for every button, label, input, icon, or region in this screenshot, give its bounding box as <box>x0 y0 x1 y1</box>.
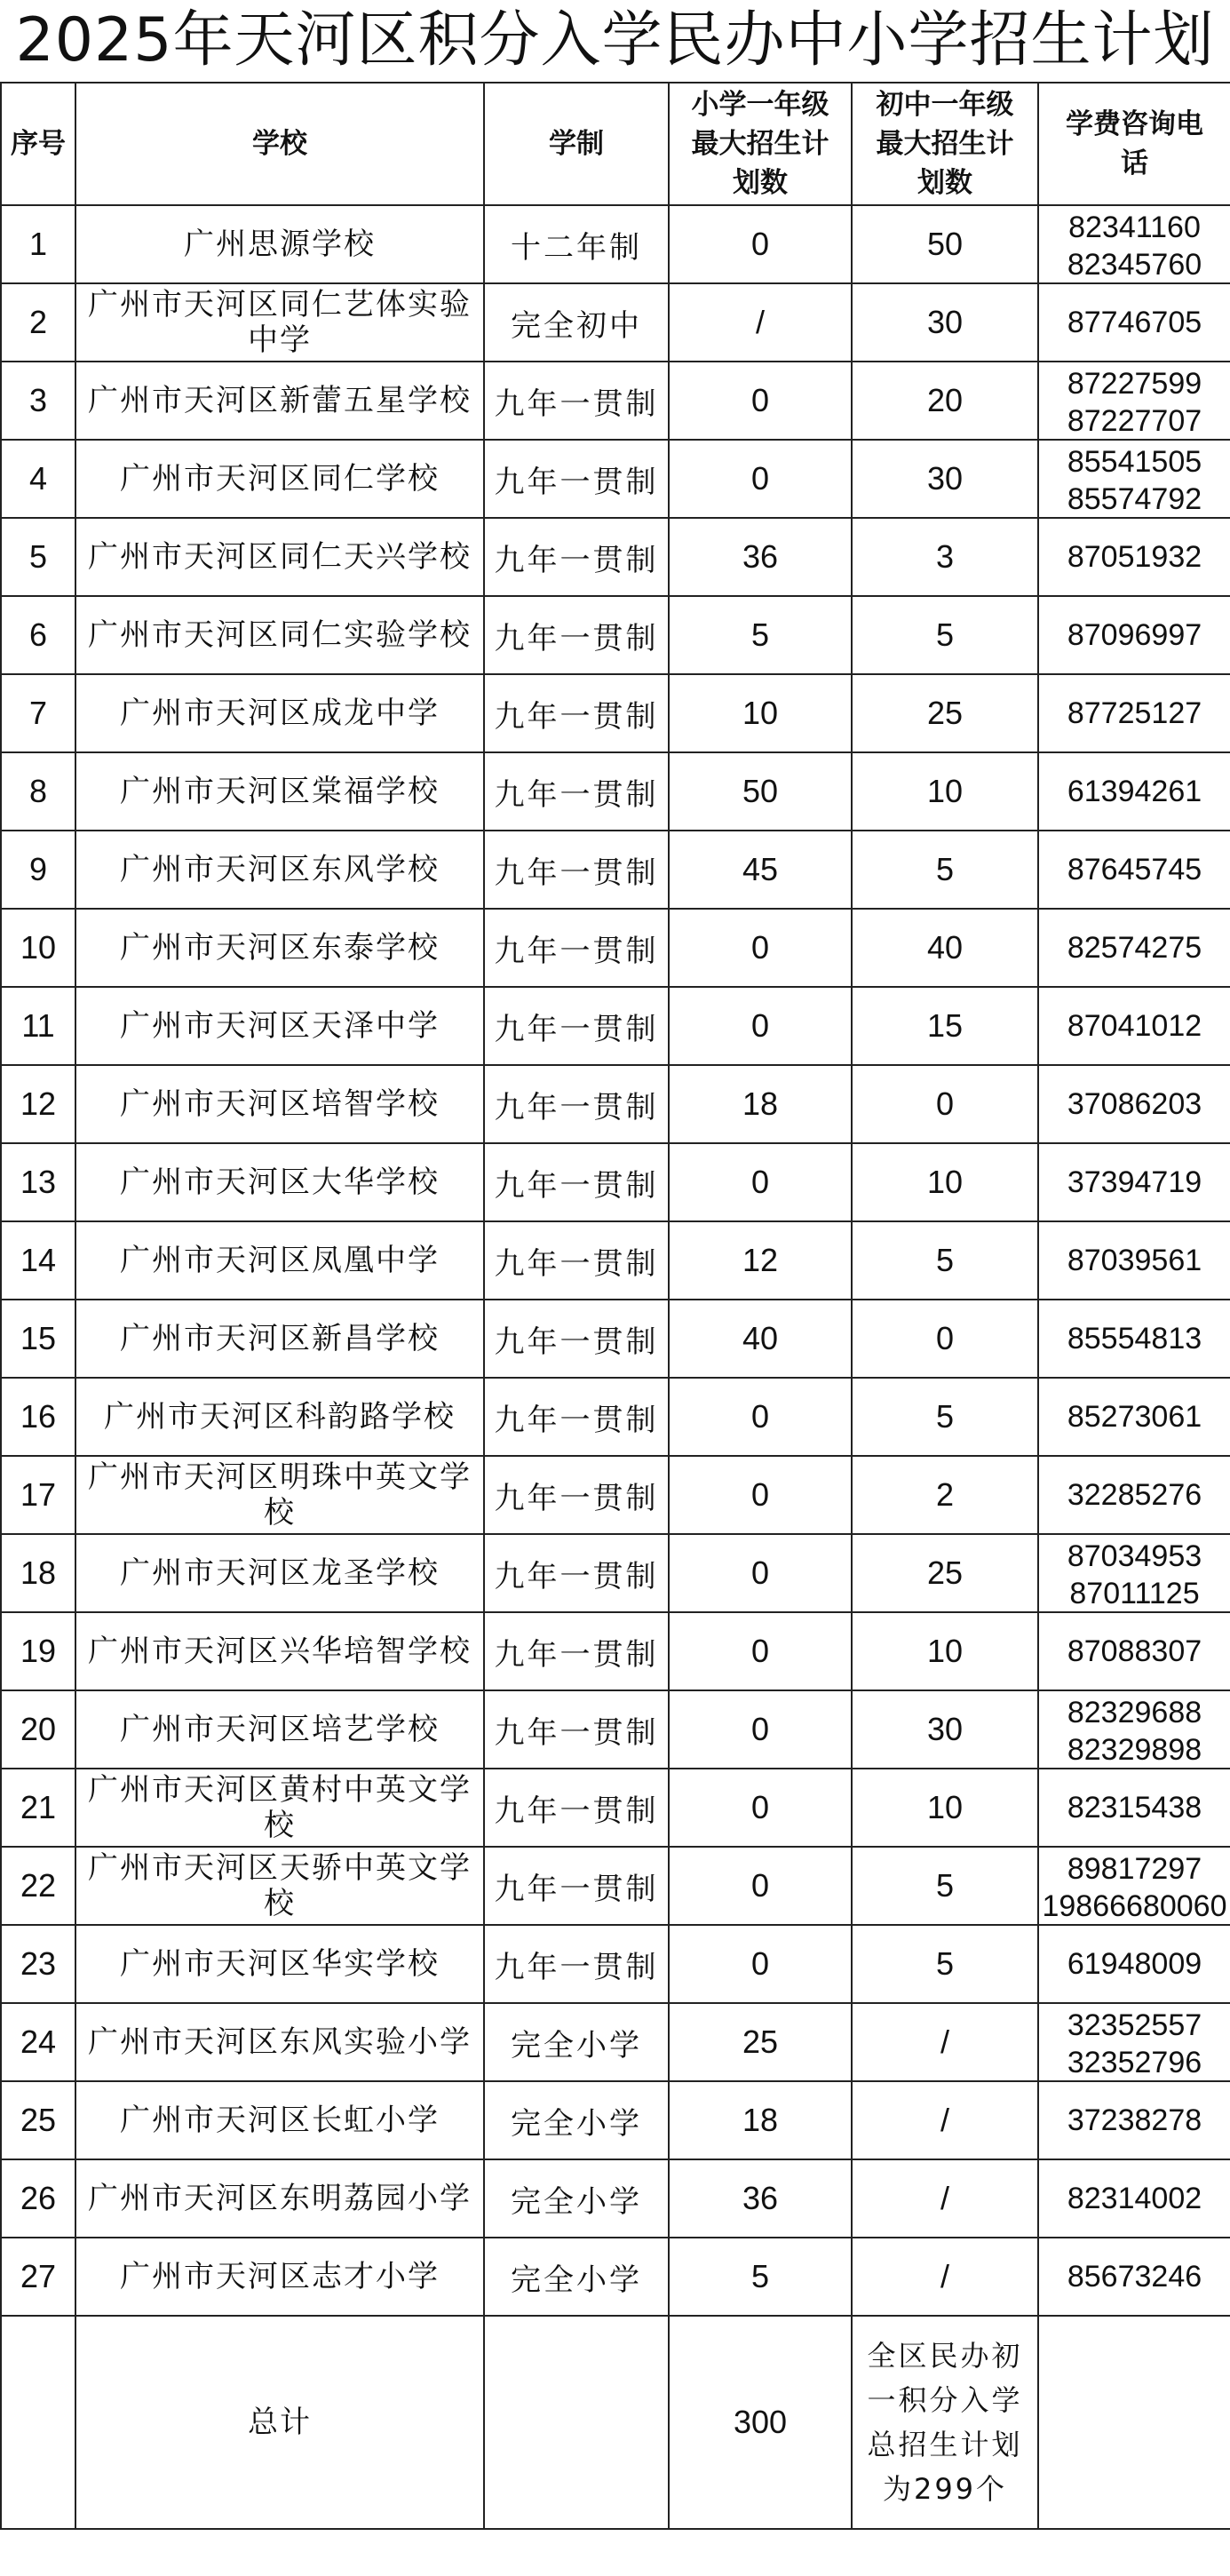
phone-cell <box>1038 831 1230 909</box>
total-row <box>1 2316 1230 2529</box>
primary-quota-cell: 45 <box>669 831 852 909</box>
phone-number: 82315438 <box>1067 1791 1202 1825</box>
seq-cell: 20 <box>1 1690 75 1769</box>
school-cell: 广州市天河区科韵路学校 <box>75 1378 484 1456</box>
primary-quota-cell: 0 <box>669 440 852 518</box>
school-cell: 广州市天河区同仁艺体实验中学 <box>75 283 484 362</box>
school-cell: 广州市天河区成龙中学 <box>75 674 484 752</box>
phone-number: 82314002 <box>1067 2182 1202 2215</box>
phone-number: 61394261 <box>1067 775 1202 808</box>
seq-cell: 4 <box>1 440 75 518</box>
junior-quota-cell: 5 <box>852 1378 1038 1456</box>
junior-quota-cell: 30 <box>852 440 1038 518</box>
phone-number: 82574275 <box>1067 931 1202 965</box>
seq-cell: 6 <box>1 596 75 674</box>
seq-cell: 8 <box>1 752 75 831</box>
system-cell: 九年一贯制 <box>484 1534 669 1612</box>
system-cell: 九年一贯制 <box>484 1769 669 1847</box>
seq-cell: 15 <box>1 1300 75 1378</box>
school-cell: 广州市天河区新蕾五星学校 <box>75 362 484 440</box>
school-cell: 广州市天河区东明荔园小学 <box>75 2159 484 2238</box>
table-row <box>1 205 1230 283</box>
phone-cell <box>1038 1456 1230 1534</box>
system-cell: 九年一贯制 <box>484 1925 669 2003</box>
page-title: 2025年天河区积分入学民办中小学招生计划 <box>15 5 1215 76</box>
phone-cell <box>1038 1534 1230 1612</box>
seq-cell: 27 <box>1 2238 75 2316</box>
phone-number: 87011125 <box>1069 1577 1200 1609</box>
system-cell: 九年一贯制 <box>484 1378 669 1456</box>
system-cell: 九年一贯制 <box>484 1456 669 1534</box>
phone-cell <box>1038 674 1230 752</box>
school-cell: 广州市天河区明珠中英文学校 <box>75 1456 484 1534</box>
school-cell: 广州市天河区黄村中英文学校 <box>75 1769 484 1847</box>
enrollment-table <box>0 82 1230 2530</box>
table-row <box>1 1690 1230 1769</box>
table-header-row <box>1 83 1230 205</box>
table-row <box>1 1065 1230 1143</box>
school-cell: 广州市天河区培艺学校 <box>75 1690 484 1769</box>
table-row <box>1 1769 1230 1847</box>
phone-number: 19866680060 <box>1042 1889 1227 1921</box>
phone-cell <box>1038 2159 1230 2238</box>
seq-cell: 14 <box>1 1221 75 1300</box>
primary-quota-cell: 18 <box>669 1065 852 1143</box>
system-cell: 九年一贯制 <box>484 518 669 596</box>
header-system: 学制 <box>484 83 669 205</box>
system-cell: 九年一贯制 <box>484 752 669 831</box>
phone-number: 89817297 <box>1067 1852 1202 1886</box>
junior-quota-cell: 3 <box>852 518 1038 596</box>
table-row <box>1 1378 1230 1456</box>
primary-quota-cell: 0 <box>669 987 852 1065</box>
school-cell: 广州市天河区志才小学 <box>75 2238 484 2316</box>
seq-cell: 3 <box>1 362 75 440</box>
school-cell: 广州市天河区天骄中英文学校 <box>75 1847 484 1925</box>
junior-quota-cell: / <box>852 2003 1038 2081</box>
phone-cell <box>1038 205 1230 283</box>
system-cell: 十二年制 <box>484 205 669 283</box>
primary-quota-cell: 0 <box>669 1769 852 1847</box>
phone-cell <box>1038 1769 1230 1847</box>
phone-cell <box>1038 752 1230 831</box>
school-cell: 广州市天河区同仁天兴学校 <box>75 518 484 596</box>
table-row <box>1 831 1230 909</box>
total-phone-cell <box>1038 2316 1230 2529</box>
table-row <box>1 1300 1230 1378</box>
phone-number: 85541505 <box>1067 445 1202 479</box>
table-row <box>1 2238 1230 2316</box>
primary-quota-cell: 50 <box>669 752 852 831</box>
primary-quota-cell: 0 <box>669 205 852 283</box>
phone-number: 87034953 <box>1067 1539 1202 1573</box>
phone-number: 32352557 <box>1067 2008 1202 2042</box>
phone-number: 32285276 <box>1067 1478 1202 1512</box>
school-cell: 广州市天河区华实学校 <box>75 1925 484 2003</box>
junior-quota-cell: 10 <box>852 752 1038 831</box>
phone-cell <box>1038 1378 1230 1456</box>
phone-cell <box>1038 909 1230 987</box>
school-cell: 广州市天河区东风学校 <box>75 831 484 909</box>
table-row <box>1 1612 1230 1690</box>
junior-quota-cell: 30 <box>852 1690 1038 1769</box>
phone-number: 87645745 <box>1067 853 1202 886</box>
phone-number: 37086203 <box>1067 1087 1202 1121</box>
system-cell: 九年一贯制 <box>484 1690 669 1769</box>
total-label: 总计 <box>75 2316 484 2529</box>
phone-cell <box>1038 1221 1230 1300</box>
school-cell: 广州市天河区凤凰中学 <box>75 1221 484 1300</box>
phone-number: 87041012 <box>1067 1009 1202 1043</box>
junior-quota-cell: / <box>852 2081 1038 2159</box>
phone-cell <box>1038 518 1230 596</box>
primary-quota-cell: 0 <box>669 1143 852 1221</box>
table-row <box>1 2159 1230 2238</box>
phone-cell <box>1038 1300 1230 1378</box>
seq-cell: 26 <box>1 2159 75 2238</box>
header-junior-quota: 初中一年级最大招生计划数 <box>852 83 1038 205</box>
primary-quota-cell: 0 <box>669 1456 852 1534</box>
school-cell: 广州市天河区培智学校 <box>75 1065 484 1143</box>
seq-cell: 21 <box>1 1769 75 1847</box>
phone-cell <box>1038 1690 1230 1769</box>
phone-cell <box>1038 2238 1230 2316</box>
primary-quota-cell: 0 <box>669 1847 852 1925</box>
system-cell: 九年一贯制 <box>484 596 669 674</box>
junior-quota-cell: 0 <box>852 1300 1038 1378</box>
junior-quota-cell: 20 <box>852 362 1038 440</box>
phone-number: 87051932 <box>1067 540 1202 574</box>
phone-number: 87746705 <box>1067 306 1202 339</box>
phone-number: 37238278 <box>1067 2103 1202 2137</box>
phone-cell <box>1038 1612 1230 1690</box>
school-cell: 广州市天河区同仁学校 <box>75 440 484 518</box>
junior-quota-cell: 40 <box>852 909 1038 987</box>
primary-quota-cell: 36 <box>669 518 852 596</box>
school-cell: 广州市天河区长虹小学 <box>75 2081 484 2159</box>
header-phone: 学费咨询电话 <box>1038 83 1230 205</box>
primary-quota-cell: 0 <box>669 1612 852 1690</box>
table-row <box>1 362 1230 440</box>
phone-cell <box>1038 2081 1230 2159</box>
system-cell: 完全初中 <box>484 283 669 362</box>
primary-quota-cell: 40 <box>669 1300 852 1378</box>
seq-cell: 7 <box>1 674 75 752</box>
primary-quota-cell: 25 <box>669 2003 852 2081</box>
table-row <box>1 283 1230 362</box>
phone-cell <box>1038 283 1230 362</box>
system-cell: 九年一贯制 <box>484 1065 669 1143</box>
system-cell: 九年一贯制 <box>484 987 669 1065</box>
primary-quota-cell: 5 <box>669 2238 852 2316</box>
phone-number: 82345760 <box>1067 248 1202 280</box>
system-cell: 完全小学 <box>484 2003 669 2081</box>
junior-quota-cell: 50 <box>852 205 1038 283</box>
phone-number: 87227599 <box>1067 367 1202 401</box>
junior-quota-cell: 5 <box>852 596 1038 674</box>
header-school: 学校 <box>75 83 484 205</box>
phone-cell <box>1038 362 1230 440</box>
phone-number: 85554813 <box>1067 1322 1202 1356</box>
phone-number: 32352796 <box>1067 2046 1202 2078</box>
primary-quota-cell: 10 <box>669 674 852 752</box>
seq-cell: 12 <box>1 1065 75 1143</box>
system-cell: 九年一贯制 <box>484 1221 669 1300</box>
phone-number: 87039561 <box>1067 1244 1202 1277</box>
system-cell: 九年一贯制 <box>484 1143 669 1221</box>
primary-quota-cell: 0 <box>669 1925 852 2003</box>
junior-quota-cell: 25 <box>852 674 1038 752</box>
phone-cell <box>1038 1925 1230 2003</box>
school-cell: 广州思源学校 <box>75 205 484 283</box>
school-cell: 广州市天河区棠福学校 <box>75 752 484 831</box>
seq-cell: 1 <box>1 205 75 283</box>
junior-quota-cell: 15 <box>852 987 1038 1065</box>
system-cell: 九年一贯制 <box>484 674 669 752</box>
table-row <box>1 1456 1230 1534</box>
system-cell: 九年一贯制 <box>484 1847 669 1925</box>
system-cell: 九年一贯制 <box>484 1612 669 1690</box>
table-row <box>1 2081 1230 2159</box>
system-cell: 九年一贯制 <box>484 1300 669 1378</box>
total-junior-note: 全区民办初一积分入学总招生计划为299个 <box>852 2316 1038 2529</box>
phone-number: 87096997 <box>1067 618 1202 652</box>
school-cell: 广州市天河区同仁实验学校 <box>75 596 484 674</box>
system-cell: 完全小学 <box>484 2159 669 2238</box>
table-row <box>1 987 1230 1065</box>
junior-quota-cell: 10 <box>852 1143 1038 1221</box>
phone-number: 87088307 <box>1067 1634 1202 1668</box>
junior-quota-cell: 5 <box>852 831 1038 909</box>
phone-cell <box>1038 1143 1230 1221</box>
table-row <box>1 752 1230 831</box>
system-cell: 完全小学 <box>484 2238 669 2316</box>
seq-cell: 2 <box>1 283 75 362</box>
seq-cell: 19 <box>1 1612 75 1690</box>
school-cell: 广州市天河区东风实验小学 <box>75 2003 484 2081</box>
school-cell: 广州市天河区天泽中学 <box>75 987 484 1065</box>
seq-cell: 24 <box>1 2003 75 2081</box>
system-cell: 九年一贯制 <box>484 909 669 987</box>
table-row <box>1 1534 1230 1612</box>
school-cell: 广州市天河区新昌学校 <box>75 1300 484 1378</box>
seq-cell: 16 <box>1 1378 75 1456</box>
junior-quota-cell: 5 <box>852 1221 1038 1300</box>
phone-number: 85273061 <box>1067 1400 1202 1434</box>
seq-cell: 18 <box>1 1534 75 1612</box>
primary-quota-cell: 0 <box>669 362 852 440</box>
primary-quota-cell: 0 <box>669 1378 852 1456</box>
phone-number: 85673246 <box>1067 2260 1202 2294</box>
table-row <box>1 1925 1230 2003</box>
primary-quota-cell: 0 <box>669 1690 852 1769</box>
table-row <box>1 909 1230 987</box>
system-cell: 九年一贯制 <box>484 440 669 518</box>
phone-cell <box>1038 987 1230 1065</box>
junior-quota-cell: 30 <box>852 283 1038 362</box>
junior-quota-cell: 5 <box>852 1847 1038 1925</box>
total-system-cell <box>484 2316 669 2529</box>
seq-cell: 25 <box>1 2081 75 2159</box>
primary-quota-cell: 0 <box>669 909 852 987</box>
primary-quota-cell: 12 <box>669 1221 852 1300</box>
phone-number: 82341160 <box>1068 211 1201 244</box>
phone-cell <box>1038 596 1230 674</box>
table-row <box>1 674 1230 752</box>
header-primary-quota: 小学一年级最大招生计划数 <box>669 83 852 205</box>
primary-quota-cell: 5 <box>669 596 852 674</box>
junior-quota-cell: / <box>852 2159 1038 2238</box>
primary-quota-cell: 18 <box>669 2081 852 2159</box>
school-cell: 广州市天河区东泰学校 <box>75 909 484 987</box>
table-row <box>1 596 1230 674</box>
seq-cell: 10 <box>1 909 75 987</box>
system-cell: 完全小学 <box>484 2081 669 2159</box>
junior-quota-cell: 25 <box>852 1534 1038 1612</box>
phone-number: 87725127 <box>1067 696 1202 730</box>
seq-cell: 22 <box>1 1847 75 1925</box>
phone-cell <box>1038 1065 1230 1143</box>
phone-number: 82329688 <box>1067 1696 1202 1729</box>
table-row <box>1 440 1230 518</box>
phone-cell <box>1038 440 1230 518</box>
seq-cell: 9 <box>1 831 75 909</box>
phone-number: 85574792 <box>1067 482 1202 514</box>
junior-quota-cell: 2 <box>852 1456 1038 1534</box>
school-cell: 广州市天河区兴华培智学校 <box>75 1612 484 1690</box>
phone-number: 82329898 <box>1067 1733 1202 1765</box>
total-seq-cell <box>1 2316 75 2529</box>
table-row <box>1 2003 1230 2081</box>
primary-quota-cell: / <box>669 283 852 362</box>
table-row <box>1 1221 1230 1300</box>
header-seq: 序号 <box>1 83 75 205</box>
table-row <box>1 518 1230 596</box>
school-cell: 广州市天河区龙圣学校 <box>75 1534 484 1612</box>
junior-quota-cell: / <box>852 2238 1038 2316</box>
junior-quota-cell: 10 <box>852 1612 1038 1690</box>
seq-cell: 23 <box>1 1925 75 2003</box>
primary-quota-cell: 0 <box>669 1534 852 1612</box>
seq-cell: 5 <box>1 518 75 596</box>
phone-number: 61948009 <box>1067 1947 1202 1981</box>
junior-quota-cell: 0 <box>852 1065 1038 1143</box>
junior-quota-cell: 10 <box>852 1769 1038 1847</box>
total-primary: 300 <box>669 2316 852 2529</box>
school-cell: 广州市天河区大华学校 <box>75 1143 484 1221</box>
phone-cell <box>1038 2003 1230 2081</box>
seq-cell: 17 <box>1 1456 75 1534</box>
system-cell: 九年一贯制 <box>484 831 669 909</box>
table-row <box>1 1847 1230 1925</box>
table-row <box>1 1143 1230 1221</box>
primary-quota-cell: 36 <box>669 2159 852 2238</box>
phone-cell <box>1038 1847 1230 1925</box>
seq-cell: 11 <box>1 987 75 1065</box>
seq-cell: 13 <box>1 1143 75 1221</box>
junior-quota-cell: 5 <box>852 1925 1038 2003</box>
phone-number: 37394719 <box>1067 1165 1202 1199</box>
system-cell: 九年一贯制 <box>484 362 669 440</box>
phone-number: 87227707 <box>1067 404 1202 436</box>
